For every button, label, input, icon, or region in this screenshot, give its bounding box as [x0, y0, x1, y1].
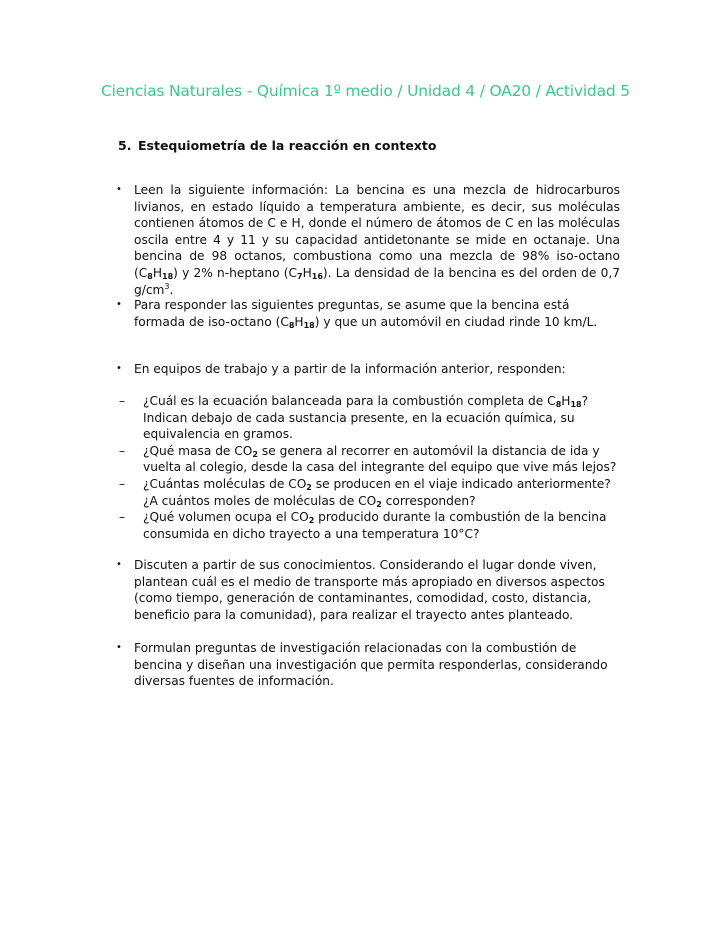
question-list — [0, 393, 720, 542]
section-title — [118, 138, 436, 153]
question-item: – ¿Qué masa de $CO_2$ se genera al recorrer en automóvil la distancia de ida y vuelta al colegio, desde la casa del integrante del equipo que vive más lejos? — [119, 443, 617, 475]
bullet-icon: • — [116, 363, 122, 374]
question-item: – ¿Qué volumen ocupa el $CO_2$ producido durante la combustión de la bencina consumida en dicho trayecto a una temperatura 10°C? — [119, 510, 607, 541]
bullet-icon: • — [116, 299, 122, 310]
discuss-text: Discuten a partir de sus conocimientos. Considerando el lugar donde viven, plantean cuál es el medio de transporte más apropiado en diversos aspectos (como tiempo, generación de contaminantes, comodidad, costo, distancia, beneficio para la comunidad), para realizar el trayecto antes planteado. — [134, 558, 605, 622]
bullet-icon: • — [116, 184, 122, 195]
dash-icon: – — [119, 394, 126, 408]
dash-icon: – — [119, 476, 126, 491]
discuss-bullet — [0, 557, 720, 623]
breadcrumb: Ciencias Naturales - Química 1º medio / Unidad 4 / OA20 / Actividad 5 — [101, 82, 630, 100]
dash-icon: – — [119, 443, 126, 458]
teams-text: En equipos de trabajo y a partir de la información anterior, responden: — [134, 362, 566, 376]
question-item: – ¿Cuál es la ecuación balanceada para la combustión completa de $C_8H_{18}$? Indican debajo de cada sustancia presente, en la ecuación química, su equivalencia en gramos. — [119, 394, 589, 442]
info-bullet — [0, 182, 720, 298]
question-item: – ¿Cuántas moléculas de $CO_2$ se producen en el viaje indicado anteriormente? ¿A cuántos moles de moléculas de $CO_2$ corresponden? — [119, 476, 611, 509]
section-number: 5. — [118, 138, 132, 153]
section-title-text: Estequiometría de la reacción en contexto — [138, 138, 437, 153]
assumption-text: Para responder las siguientes preguntas, se asume que la bencina está formada de iso-octano $(C_8H_{18})$ y que un automóvil en ciudad rinde 10 km/L. — [134, 298, 598, 330]
formulate-text: Formulan preguntas de investigación relacionadas con la combustión de bencina y diseñan una investigación que permita responderlas, considerando diversas fuentes de información. — [134, 641, 608, 689]
info-text: Leen la siguiente información: La bencina es una mezcla de hidrocarburos livianos, en estado líquido a temperatura ambiente, es decir, sus moléculas contienen átomos de C e H, donde el número de átomos de C en las moléculas oscila entre 4 y 11 y su capacidad antidetonante se mide en octanaje. Una bencina de 98 octanos, combustiona como una mezcla de 98% iso-octano $(C_8H_{18})$ y 2% n-heptano $(C_7H_{16})$. La densidad de la bencina es del orden de 0,7 $g/cm^3$. — [134, 183, 620, 297]
bullet-icon: • — [116, 559, 122, 570]
bullet-icon: • — [116, 642, 122, 653]
formulate-bullet — [0, 640, 720, 690]
assumption-bullet — [0, 297, 720, 330]
dash-icon: – — [119, 510, 126, 525]
teams-bullet — [0, 361, 720, 378]
